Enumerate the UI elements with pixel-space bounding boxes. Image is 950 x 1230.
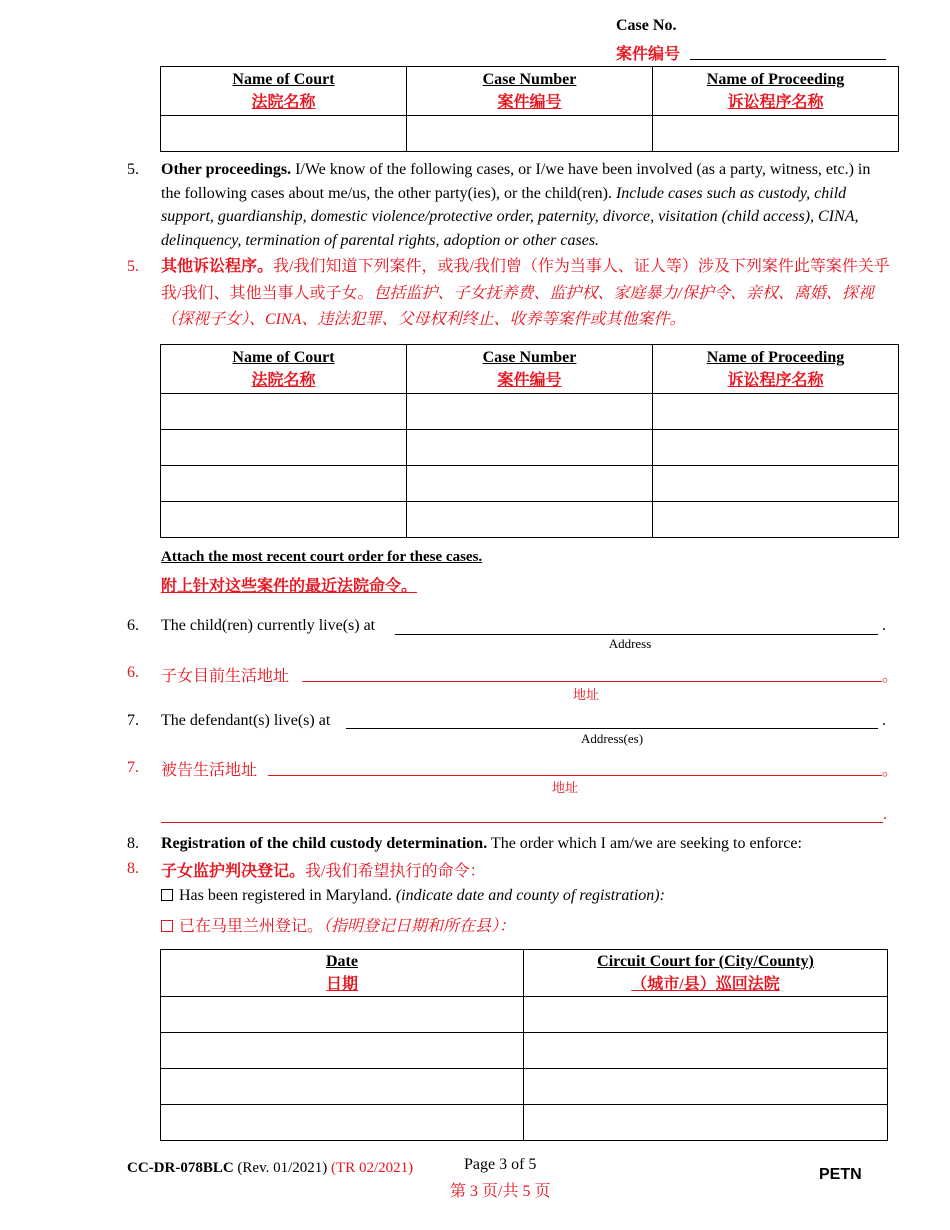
other-proceedings-table [160, 344, 899, 538]
table-row [161, 430, 899, 466]
table-cell[interactable] [653, 502, 899, 538]
table-row [161, 1033, 888, 1069]
header-name-of-proceeding: Name of Proceeding 诉讼程序名称 [653, 345, 899, 394]
item-6-end-zh: 。 [882, 668, 899, 685]
address-caption-zh: 地址 [572, 687, 599, 702]
table-cell[interactable] [407, 430, 653, 466]
item-6-text-zh: 子女目前生活地址 [161, 668, 290, 685]
table-cell[interactable] [524, 1105, 888, 1141]
item-6-number-zh: 6. [127, 664, 139, 681]
item-6-end: . [882, 617, 886, 634]
table-cell[interactable] [161, 1033, 524, 1069]
table-cell[interactable] [524, 1033, 888, 1069]
table-cell[interactable] [161, 1105, 524, 1141]
attach-instruction-zh: 附上针对这些案件的最近法院命令。 [161, 578, 418, 595]
table-cell[interactable] [161, 997, 524, 1033]
table-cell[interactable] [653, 430, 899, 466]
form-id: CC-DR-078BLC (Rev. 01/2021) (TR 02/2021) [127, 1160, 414, 1176]
item-5-text-zh: 其他诉讼程序。我/我们知道下列案件，或我/我们曾（作为当事人、证人等）涉及下列案件此等案件关乎我/我们、其他当事人或子女。包括监护、子女抚养费、监护权、家庭暴力/保护令、亲权、离婚、探视（探视子女）、CINA、违法犯罪、父母权利终止、收养等案件或其他案件。 [161, 258, 890, 328]
table-cell[interactable] [407, 502, 653, 538]
table-row [161, 394, 899, 430]
registered-option-zh[interactable]: 已在马里兰州登记。（指明登记日期和所在县）： [161, 913, 515, 936]
item-6-text-en: The child(ren) currently live(s) at [161, 617, 376, 634]
table-row [161, 997, 888, 1033]
item-5-number-zh: 5. [127, 258, 139, 275]
top-proceedings-table [160, 66, 899, 152]
table-cell[interactable] [653, 466, 899, 502]
table-cell[interactable] [161, 1069, 524, 1105]
checkbox-icon[interactable] [161, 920, 173, 932]
child-address-field[interactable] [395, 634, 878, 635]
item-8-number-zh: 8. [127, 860, 139, 877]
page-number: Page 3 of 5 [464, 1156, 537, 1173]
address-caption: Address(es) [580, 731, 644, 746]
item-8-text-en: Registration of the child custody determination. The order which I am/we are seeking to enforce: [161, 835, 802, 852]
header-date: Date 日期 [161, 950, 524, 997]
header-name-of-court: Name of Court 法院名称 [161, 67, 407, 116]
header-name-of-court: Name of Court 法院名称 [161, 345, 407, 394]
table-cell[interactable] [653, 394, 899, 430]
case-no-field[interactable] [690, 59, 886, 60]
table-cell[interactable] [161, 502, 407, 538]
form-code: PETN [819, 1166, 862, 1183]
table-cell[interactable] [161, 466, 407, 502]
table-cell[interactable] [161, 116, 407, 152]
item-7-end-zh: 。 [882, 762, 899, 779]
table-cell[interactable] [524, 1069, 888, 1105]
header-case-number: Case Number 案件编号 [407, 345, 653, 394]
item-7-number: 7. [127, 712, 139, 729]
address-caption: Address [608, 636, 652, 651]
item-7-text-en: The defendant(s) live(s) at [161, 712, 331, 729]
item-7-end-extra: . [883, 806, 887, 823]
item-7-end: . [882, 712, 886, 729]
item-8-number: 8. [127, 835, 139, 852]
table-cell[interactable] [407, 466, 653, 502]
table-cell[interactable] [161, 394, 407, 430]
table-row [161, 1105, 888, 1141]
defendant-address-field[interactable] [346, 728, 878, 729]
case-no-label: Case No. [616, 17, 677, 34]
page-number-zh: 第 3 页/共 5 页 [450, 1183, 551, 1200]
table-cell[interactable] [407, 116, 653, 152]
header-circuit-court: Circuit Court for (City/County) （城市/县）巡回法院 [524, 950, 888, 997]
table-row [161, 466, 899, 502]
checkbox-icon[interactable] [161, 889, 173, 901]
registration-table [160, 949, 888, 1141]
table-row [161, 502, 899, 538]
child-address-field-zh[interactable] [302, 681, 882, 682]
case-no-label-zh: 案件编号 [616, 46, 681, 63]
item-7-text-zh: 被告生活地址 [161, 762, 258, 779]
item-7-number-zh: 7. [127, 759, 139, 776]
attach-instruction-en: Attach the most recent court order for these cases. [161, 549, 483, 565]
item-8-text-zh: 子女监护判决登记。我/我们希望执行的命令： [161, 863, 486, 880]
registered-option-en[interactable]: Has been registered in Maryland. (indicate date and county of registration): [161, 887, 665, 905]
item-6-number: 6. [127, 617, 139, 634]
table-cell[interactable] [524, 997, 888, 1033]
header-case-number: Case Number 案件编号 [407, 67, 653, 116]
defendant-address-field-extra[interactable] [161, 822, 883, 823]
item-5-text-en: Other proceedings. I/We know of the following cases, or I/we have been involved (as a party, witness, etc.) in the following cases about me/us, the other party(ies), or the child(ren). Include cases such as custody, child support, guardianship, domestic violence/protective order, paternity, divorce, visitation (child access), CINA, delinquency, termination of parental rights, adoption or other cases. [161, 161, 871, 250]
table-cell[interactable] [407, 394, 653, 430]
table-cell[interactable] [653, 116, 899, 152]
table-cell[interactable] [161, 430, 407, 466]
address-caption-zh: 地址 [551, 780, 578, 795]
defendant-address-field-zh[interactable] [268, 775, 882, 776]
item-5-number: 5. [127, 161, 139, 178]
header-name-of-proceeding: Name of Proceeding 诉讼程序名称 [653, 67, 899, 116]
table-row [161, 1069, 888, 1105]
